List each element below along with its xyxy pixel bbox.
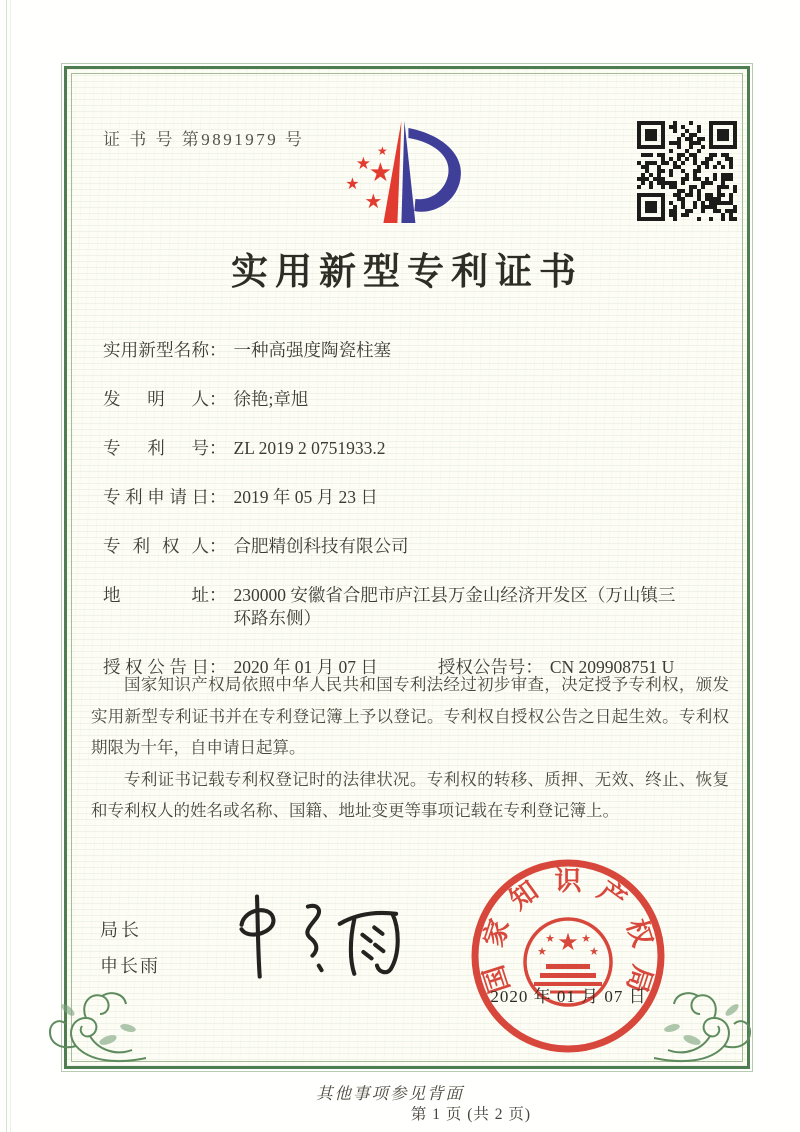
qr-code-icon [637,121,737,221]
svg-text:国: 国 [478,961,516,997]
page-number: 第 1 页 (共 2 页) [410,1106,532,1123]
field-value: ZL 2019 2 0751933.2 [233,438,386,458]
svg-text:产: 产 [592,875,632,916]
field-label: 专利权人 [103,536,209,556]
svg-text:★: ★ [545,932,555,945]
field-value: 一种高强度陶瓷柱塞 [233,340,391,360]
grant-number-group: 授权公告号 ： CN 209908751 U [437,657,675,677]
field-address: 地址 ： 230000 安徽省合肥市庐江县万金山经济开发区（万山镇三环路东侧） [103,584,717,630]
svg-text:★: ★ [345,174,360,193]
corner-flourish-icon [650,988,762,1070]
field-patentee: 专利权人 ： 合肥精创科技有限公司 [103,536,409,556]
field-filing-date: 专利申请日 ： 2019 年 05 月 23 日 [103,487,378,507]
field-utility-model-name: 实用新型名称 ： 一种高强度陶瓷柱塞 [103,340,391,360]
handwritten-signature-icon [212,882,422,982]
logo-stars [345,144,392,213]
corner-flourish-icon [38,988,150,1070]
field-label: 发明人 [103,389,209,409]
cnipa-logo-icon [331,111,471,231]
field-label: 专利申请日 [103,487,209,507]
grant-date-group: 授权公告日 ： 2020 年 01 月 07 日 [103,657,378,677]
svg-text:★: ★ [364,189,383,213]
cnipa-seal-icon [466,852,671,1064]
svg-text:★: ★ [581,932,591,945]
signatory-title: 局长 [100,920,142,940]
certificate-title: 实用新型专利证书 [231,252,583,293]
field-value: CN 209908751 U [549,657,675,677]
legal-paragraph-2: 专利证书记载专利权登记时的法律状况。专利权的转移、质押、无效、终止、恢复和专利权人的姓名或名称、国籍、地址变更等事项记载在专利登记簿上。 [91,769,729,820]
field-value: 合肥精创科技有限公司 [233,536,409,556]
official-seal [466,852,671,1064]
certificate-fields [103,339,717,679]
svg-text:家: 家 [478,915,516,951]
svg-text:★: ★ [368,158,393,188]
svg-text:★: ★ [377,144,388,158]
back-side-note: 其他事项参见背面 [316,1084,464,1103]
svg-text:识: 识 [554,866,582,896]
legal-text [91,669,729,827]
field-value: 2019 年 05 月 23 日 [233,487,378,507]
field-label: 专利号 [103,438,209,458]
field-label: 实用新型名称 [103,340,209,360]
seal-date: 2020 年 01 月 07 日 [490,987,647,1006]
field-label: 地址 [103,585,209,605]
field-label: 授权公告日 [103,657,209,677]
field-inventors: 发明人 ： 徐艳;章旭 [103,389,309,409]
field-patent-number: 专利号 ： ZL 2019 2 0751933.2 [103,438,386,458]
field-value: 2020 年 01 月 07 日 [233,657,378,677]
scanned-paper-edge [6,0,11,1132]
legal-paragraph-1: 国家知识产权局依照中华人民共和国专利法经过初步审查，决定授予专利权，颁发实用新型专利证书并在专利登记簿上予以登记。专利权自授权公告之日起生效。专利权期限为十年，自申请日起算。 [91,675,729,757]
field-label: 授权公告号 [437,657,526,677]
signatory-name: 申长雨 [100,956,160,976]
svg-text:★: ★ [355,154,372,174]
svg-text:★: ★ [589,945,599,958]
svg-text:知: 知 [504,875,544,916]
svg-text:局: 局 [620,961,658,997]
field-value: 徐艳;章旭 [233,389,309,409]
certificate-number: 证 书 号 第9891979 号 [103,130,305,149]
svg-text:★: ★ [537,945,547,958]
svg-text:权: 权 [620,915,658,951]
field-value: 230000 安徽省合肥市庐江县万金山经济开发区（万山镇三环路东侧） [233,585,676,628]
svg-text:★: ★ [557,928,579,956]
